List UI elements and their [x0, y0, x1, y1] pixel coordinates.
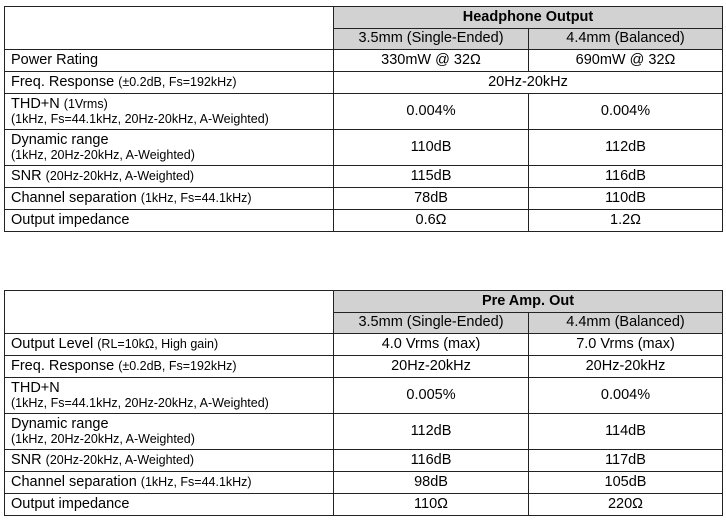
spec-condition-detail: (1kHz, 20Hz-20kHz, A-Weighted): [11, 431, 195, 446]
spec-value-balanced: 20Hz-20kHz: [529, 356, 723, 378]
spec-row: [5, 188, 723, 210]
spec-row: [5, 94, 723, 130]
spec-label: [5, 356, 334, 378]
spec-value-single-ended: 98dB: [334, 472, 529, 494]
spec-value-single-ended: 0.004%: [334, 94, 529, 130]
spec-name: Output impedance: [11, 495, 130, 512]
spec-value-single-ended: 0.6Ω: [334, 210, 529, 232]
spec-name: THD+N: [11, 96, 64, 113]
spec-condition-detail: (1kHz, 20Hz-20kHz, A-Weighted): [11, 147, 195, 162]
spec-row: [5, 334, 723, 356]
spec-row: [5, 50, 723, 72]
spec-name: THD+N: [11, 380, 60, 397]
headphone-output-table: [4, 6, 723, 232]
spec-label: [5, 130, 334, 166]
spec-row: [5, 472, 723, 494]
spec-row: [5, 72, 723, 94]
spec-condition: (±0.2dB, Fs=192kHz): [118, 358, 237, 373]
spec-label: [5, 210, 334, 232]
spec-name: Channel separation: [11, 189, 141, 206]
section-title: Pre Amp. Out: [334, 291, 723, 313]
spec-value-single-ended: 116dB: [334, 450, 529, 472]
spec-label: [5, 334, 334, 356]
spec-row: [5, 166, 723, 188]
spec-value-single-ended: 78dB: [334, 188, 529, 210]
spec-row: [5, 378, 723, 414]
spec-condition: (1Vrms): [63, 97, 108, 112]
spec-value-balanced: 690mW @ 32Ω: [529, 50, 723, 72]
spec-row: [5, 414, 723, 450]
spec-label: [5, 472, 334, 494]
spec-value-balanced: 0.004%: [529, 378, 723, 414]
spec-row: [5, 494, 723, 516]
spec-name: SNR: [11, 167, 46, 184]
spec-label: [5, 188, 334, 210]
spec-row: [5, 356, 723, 378]
spec-row: [5, 210, 723, 232]
spec-condition: (20Hz-20kHz, A-Weighted): [45, 452, 195, 467]
spec-name: SNR: [11, 451, 46, 468]
spec-name: Dynamic range: [11, 416, 109, 433]
spec-name: Output impedance: [11, 211, 130, 228]
column-header-balanced: 4.4mm (Balanced): [529, 29, 723, 50]
spec-value-balanced: 110dB: [529, 188, 723, 210]
spec-condition: (20Hz-20kHz, A-Weighted): [45, 168, 195, 183]
spec-name: Freq. Response: [11, 73, 119, 90]
spec-condition: (±0.2dB, Fs=192kHz): [118, 74, 237, 89]
spec-condition: (1kHz, Fs=44.1kHz): [140, 474, 252, 489]
header-blank-cell: [5, 7, 334, 50]
spec-label: [5, 166, 334, 188]
spec-label: [5, 494, 334, 516]
column-header-single-ended: 3.5mm (Single-Ended): [334, 313, 529, 334]
spec-value-shared: 20Hz-20kHz: [334, 72, 723, 94]
spec-name: Output Level: [11, 335, 98, 352]
spec-value-single-ended: 110Ω: [334, 494, 529, 516]
column-header-single-ended: 3.5mm (Single-Ended): [334, 29, 529, 50]
spec-condition-detail: (1kHz, Fs=44.1kHz, 20Hz-20kHz, A-Weighted): [11, 111, 269, 126]
spec-value-balanced: 112dB: [529, 130, 723, 166]
spec-value-balanced: 220Ω: [529, 494, 723, 516]
pre-amp-out-table: [4, 290, 723, 516]
spec-value-single-ended: 112dB: [334, 414, 529, 450]
spec-condition: (RL=10kΩ, High gain): [97, 336, 219, 351]
spec-value-single-ended: 4.0 Vrms (max): [334, 334, 529, 356]
spec-value-balanced: 117dB: [529, 450, 723, 472]
spec-row: [5, 130, 723, 166]
column-header-balanced: 4.4mm (Balanced): [529, 313, 723, 334]
spec-name: Channel separation: [11, 473, 141, 490]
spec-name: Dynamic range: [11, 132, 109, 149]
spec-value-balanced: 1.2Ω: [529, 210, 723, 232]
spec-value-single-ended: 0.005%: [334, 378, 529, 414]
spec-value-single-ended: 330mW @ 32Ω: [334, 50, 529, 72]
spec-value-single-ended: 115dB: [334, 166, 529, 188]
header-blank-cell: [5, 291, 334, 334]
spec-label: [5, 50, 334, 72]
spec-label: [5, 414, 334, 450]
spec-value-single-ended: 110dB: [334, 130, 529, 166]
spec-condition-detail: (1kHz, Fs=44.1kHz, 20Hz-20kHz, A-Weighted): [11, 395, 269, 410]
spec-row: [5, 450, 723, 472]
spec-label: [5, 450, 334, 472]
section-title: Headphone Output: [334, 7, 723, 29]
spec-value-balanced: 0.004%: [529, 94, 723, 130]
spec-label: [5, 72, 334, 94]
spec-value-balanced: 105dB: [529, 472, 723, 494]
spec-label: [5, 94, 334, 130]
spec-value-single-ended: 20Hz-20kHz: [334, 356, 529, 378]
spec-condition: (1kHz, Fs=44.1kHz): [140, 190, 252, 205]
spec-label: [5, 378, 334, 414]
spec-value-balanced: 114dB: [529, 414, 723, 450]
spec-name: Freq. Response: [11, 357, 119, 374]
spec-value-balanced: 116dB: [529, 166, 723, 188]
spec-value-balanced: 7.0 Vrms (max): [529, 334, 723, 356]
spec-name: Power Rating: [11, 51, 99, 68]
